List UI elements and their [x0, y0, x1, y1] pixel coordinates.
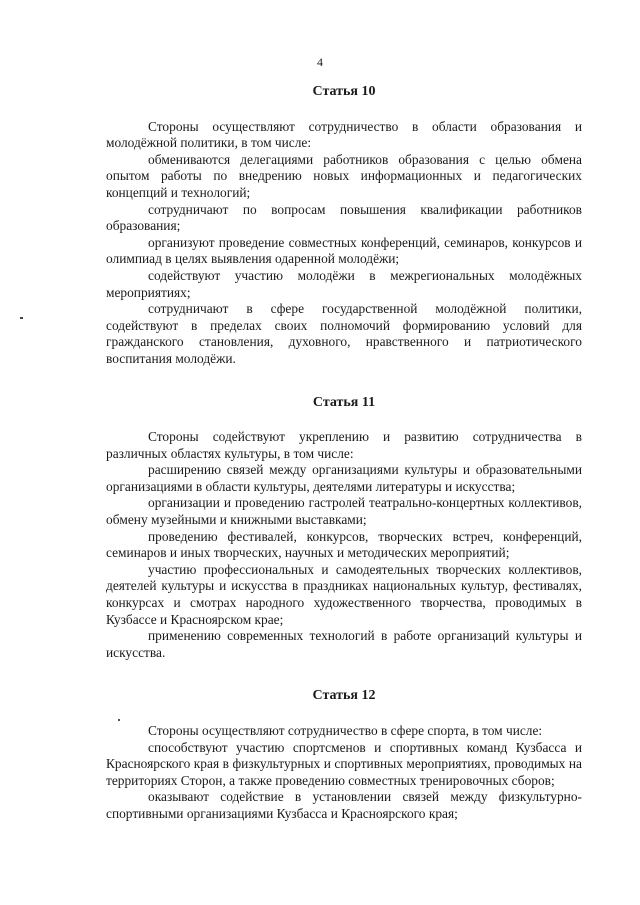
paragraph: организуют проведение совместных конференций, семинаров, конкурсов и олимпиад в целях выявления одаренной молодёжи; — [106, 234, 582, 267]
paragraph: Стороны осуществляют сотрудничество в области образования и молодёжной политики, в том числе: — [106, 118, 582, 151]
paragraph: обмениваются делегациями работников образования с целью обмена опытом работы по внедрению новых информационных и педагогических концепций и технологий; — [106, 151, 582, 200]
margin-mark — [20, 317, 23, 319]
article-12 — [106, 688, 582, 822]
paragraph: расширению связей между организациями культуры и образовательными организациями в области культуры, деятелями литературы и искусства; — [106, 462, 582, 494]
paragraph: сотрудничают по вопросам повышения квалификации работников образования; — [106, 201, 582, 234]
paragraph: сотрудничают в сфере государственной молодёжной политики, содействуют в пределах своих полномочий формированию условий для гражданского становления, духовного, нравственного и патриотического воспитания молодёжи. — [106, 301, 582, 366]
paragraph: способствуют участию спортсменов и спортивных команд Кузбасса и Красноярского края в физкультурных и спортивных мероприятиях, проводимых на территориях Сторон, а также проведению совместных тренировочных сборов; — [106, 739, 582, 788]
article-title: Статья 12 — [312, 688, 376, 704]
article-title: Статья 10 — [312, 84, 376, 99]
document-body — [106, 84, 582, 850]
paragraph: Стороны осуществляют сотрудничество в сфере спорта, в том числе: — [148, 723, 543, 738]
article-10 — [106, 84, 582, 368]
paragraph: Стороны содействуют укреплению и развитию сотрудничества в различных областях культуры, в том числе: — [106, 429, 582, 461]
paragraph: содействуют участию молодёжи в межрегиональных молодёжных мероприятиях; — [106, 267, 582, 300]
paragraph: участию профессиональных и самодеятельных творческих коллективов, деятелей культуры и искусства в праздниках национальных культур, фестивалях, конкурсах и смотрах народного художественного творчества, проводимых в Кузбассе и Красноярском крае; — [106, 561, 582, 627]
paragraph: применению современных технологий в работе организаций культуры и искусства. — [106, 628, 582, 660]
page-number: 4 — [317, 55, 323, 69]
paragraph: оказывают содействие в установлении связей между физкультурно-спортивными организациями Кузбасса и Красноярского края; — [106, 789, 582, 821]
article-11 — [106, 395, 582, 662]
article-title: Статья 11 — [312, 394, 376, 410]
paragraph: проведению фестивалей, конкурсов, творческих встреч, конференций, семинаров и иных творческих, научных и методических мероприятий; — [106, 528, 582, 561]
paragraph: организации и проведению гастролей театрально-концертных коллективов, обмену музейными и книжными выставками; — [106, 495, 582, 528]
